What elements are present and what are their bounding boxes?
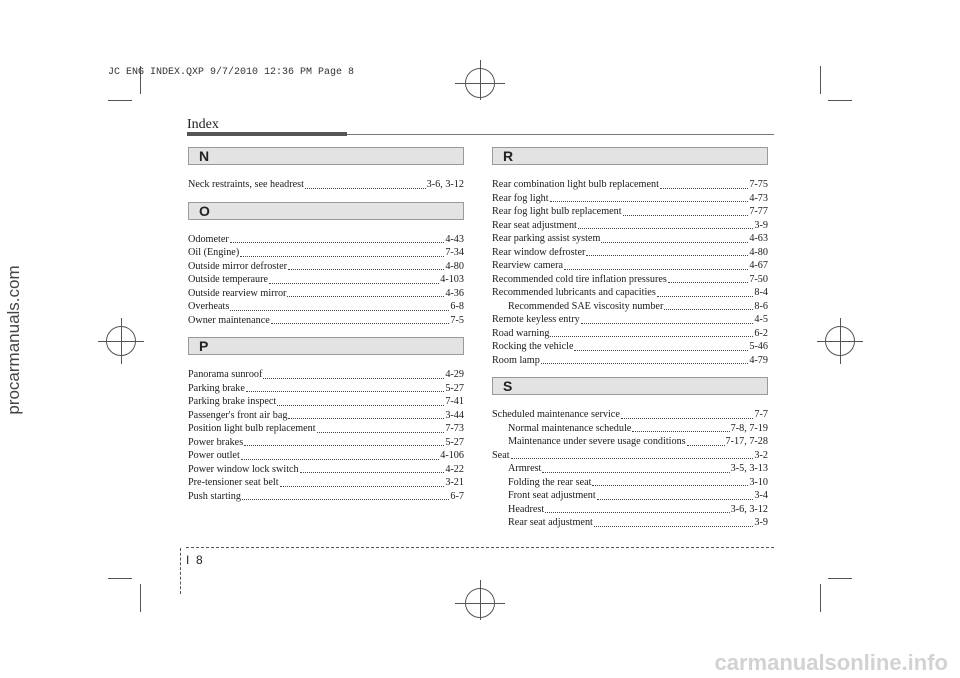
index-entry [188, 476, 464, 490]
entry-label: Rear seat adjustment [508, 517, 593, 528]
entry-page: 4-103 [440, 274, 464, 285]
index-entry [188, 368, 464, 382]
index-entry [492, 354, 768, 368]
entry-list [492, 408, 768, 530]
entry-label: Rearview camera [492, 260, 563, 271]
page-number-value: 8 [196, 553, 203, 567]
index-entry [188, 409, 464, 423]
entry-page: 7-75 [749, 179, 768, 190]
dot-leader [586, 254, 748, 256]
entry-label: Rear parking assist system [492, 233, 601, 244]
dot-leader [541, 362, 748, 364]
section-header-n: N [188, 147, 464, 165]
entry-page: 3-4 [754, 490, 768, 501]
section-header-r: R [492, 147, 768, 165]
index-entry [492, 286, 768, 300]
entry-page: 4-29 [445, 369, 464, 380]
entry-page: 4-5 [754, 314, 768, 325]
dot-leader [246, 390, 444, 392]
entry-page: 8-4 [754, 287, 768, 298]
index-entry [188, 233, 464, 247]
entry-label: Rear window defroster [492, 246, 586, 258]
entry-label: Power outlet [188, 450, 240, 461]
index-entry [492, 219, 768, 233]
entry-page: 3-21 [445, 477, 464, 488]
entry-page: 6-2 [754, 327, 768, 339]
dot-leader [545, 511, 729, 513]
entry-label: Remote keyless entry [492, 314, 580, 325]
dot-leader [660, 187, 748, 189]
index-entry [492, 313, 768, 327]
dot-leader [317, 431, 445, 433]
dot-leader [230, 309, 449, 311]
index-entry [492, 273, 768, 287]
entry-page: 5-46 [749, 341, 768, 352]
section-header-s: S [492, 377, 768, 395]
dot-leader [578, 227, 754, 229]
entry-label: Oil (Engine) [188, 247, 240, 258]
index-entry [188, 246, 464, 260]
index-entry [188, 178, 464, 192]
dot-leader [287, 295, 444, 297]
dot-leader [668, 281, 748, 283]
entry-page: 3-6, 3-12 [426, 179, 464, 190]
index-entry [188, 490, 464, 504]
entry-page: 7-41 [445, 396, 464, 407]
entry-label: Recommended SAE viscosity number [508, 300, 664, 312]
dot-leader [601, 241, 748, 243]
entry-label: Rear fog light bulb replacement [492, 206, 622, 217]
entry-list [492, 178, 768, 367]
dot-leader [511, 457, 754, 459]
dot-leader [269, 282, 439, 284]
index-entry [492, 408, 768, 422]
entry-page: 4-67 [749, 260, 768, 271]
index-entry [492, 192, 768, 206]
index-entry [188, 422, 464, 436]
entry-list [188, 178, 464, 192]
entry-page: 4-106 [440, 450, 464, 461]
index-entry [492, 232, 768, 246]
entry-list [188, 368, 464, 503]
index-entry [492, 462, 768, 476]
page-title: Index [187, 117, 219, 132]
entry-page: 3-9 [754, 517, 768, 528]
dot-leader [574, 349, 748, 351]
entry-label: Rear seat adjustment [492, 219, 577, 231]
entry-label: Folding the rear seat [508, 476, 592, 488]
dot-leader [597, 498, 754, 500]
index-entry [492, 449, 768, 463]
section-header-o: O [188, 202, 464, 220]
entry-page: 4-36 [445, 287, 464, 299]
entry-page: 7-17, 7-28 [725, 436, 768, 447]
entry-page: 8-6 [754, 300, 768, 312]
entry-label: Normal maintenance schedule [508, 422, 632, 434]
entry-page: 3-44 [445, 409, 464, 421]
dot-leader [305, 187, 426, 189]
entry-page: 7-77 [749, 206, 768, 217]
entry-label: Owner maintenance [188, 314, 270, 326]
entry-page: 3-6, 3-12 [730, 503, 768, 515]
index-entry [492, 489, 768, 503]
entry-page: 3-9 [754, 219, 768, 231]
entry-page: 3-5, 3-13 [730, 463, 768, 474]
dot-leader [263, 377, 444, 379]
dot-leader [623, 214, 749, 216]
entry-label: Outside rearview mirror [188, 287, 287, 299]
dot-leader [288, 268, 444, 270]
entry-page: 3-10 [749, 476, 768, 488]
dot-leader [664, 308, 753, 310]
entry-label: Push starting [188, 490, 241, 502]
entry-label: Maintenance under severe usage conditions [508, 436, 686, 447]
footer-rule [186, 547, 774, 548]
index-entry [492, 246, 768, 260]
entry-page: 7-8, 7-19 [730, 422, 768, 434]
dot-leader [240, 255, 444, 257]
index-entry [492, 259, 768, 273]
entry-page: 4-80 [445, 260, 464, 272]
entry-label: Power window lock switch [188, 463, 299, 475]
entry-page: 4-43 [445, 233, 464, 245]
index-column-right [492, 147, 768, 540]
dot-leader [581, 322, 754, 324]
dot-leader [687, 444, 725, 446]
section-header-p: P [188, 337, 464, 355]
entry-label: Recommended lubricants and capacities [492, 287, 656, 298]
dot-leader [230, 241, 445, 243]
index-entry [492, 205, 768, 219]
entry-page: 6-7 [450, 490, 464, 502]
dot-leader [550, 200, 749, 202]
entry-list [188, 233, 464, 328]
index-entry [492, 422, 768, 436]
entry-page: 7-7 [754, 409, 768, 420]
entry-page: 7-50 [749, 273, 768, 285]
entry-label: Recommended cold tire inflation pressures [492, 273, 667, 285]
header-rule-accent [187, 132, 347, 136]
dot-leader [288, 417, 444, 419]
index-entry [492, 516, 768, 530]
section-letter: I [186, 553, 190, 567]
entry-label: Overheats [188, 301, 230, 312]
entry-label: Rear combination light bulb replacement [492, 179, 659, 190]
entry-page: 4-63 [749, 233, 768, 244]
dot-leader [594, 525, 754, 527]
index-entry [188, 463, 464, 477]
entry-page: 5-27 [445, 436, 464, 448]
entry-label: Power brakes [188, 436, 244, 448]
dot-leader [657, 295, 754, 297]
entry-page: 6-8 [450, 301, 464, 312]
entry-page: 4-22 [445, 463, 464, 475]
dot-leader [592, 484, 748, 486]
entry-page: 7-34 [445, 247, 464, 258]
dot-leader [271, 322, 450, 324]
entry-label: Scheduled maintenance service [492, 409, 620, 420]
index-entry [188, 273, 464, 287]
entry-label: Parking brake inspect [188, 396, 277, 407]
index-entry [492, 178, 768, 192]
footer-watermark: carmanualsonline.info [714, 650, 948, 675]
entry-label: Armrest [508, 463, 542, 474]
dot-leader [280, 485, 445, 487]
entry-page: 4-73 [749, 192, 768, 204]
entry-label: Odometer [188, 233, 229, 245]
index-entry [492, 435, 768, 449]
entry-page: 7-5 [450, 314, 464, 326]
footer-separator [180, 548, 182, 594]
index-entry [492, 340, 768, 354]
index-column-left [188, 147, 464, 513]
entry-page: 7-73 [445, 423, 464, 434]
index-entry [188, 314, 464, 328]
dot-leader [564, 268, 748, 270]
entry-label: Passenger's front air bag [188, 409, 288, 421]
index-entry [188, 260, 464, 274]
dot-leader [244, 444, 444, 446]
entry-page: 4-80 [749, 246, 768, 258]
dot-leader [242, 498, 449, 500]
entry-page: 3-2 [754, 449, 768, 461]
index-entry [188, 300, 464, 314]
dot-leader [542, 471, 729, 473]
entry-label: Outside temperaure [188, 274, 269, 285]
index-entry [188, 436, 464, 450]
entry-label: Seat [492, 449, 510, 461]
entry-page: 4-79 [749, 354, 768, 366]
index-entry [188, 449, 464, 463]
entry-label: Rocking the vehicle [492, 341, 574, 352]
index-entry [188, 382, 464, 396]
index-entry [492, 327, 768, 341]
entry-label: Front seat adjustment [508, 490, 596, 501]
page-number [186, 553, 203, 567]
entry-label: Pre-tensioner seat belt [188, 477, 279, 488]
entry-label: Parking brake [188, 382, 245, 394]
dot-leader [632, 430, 729, 432]
entry-label: Neck restraints, see headrest [188, 179, 304, 190]
entry-label: Headrest [508, 503, 545, 515]
dot-leader [241, 458, 439, 460]
index-entry [188, 395, 464, 409]
entry-label: Rear fog light [492, 192, 549, 204]
entry-label: Road warning [492, 327, 550, 339]
dot-leader [550, 335, 753, 337]
entry-label: Outside mirror defroster [188, 260, 288, 272]
dot-leader [300, 471, 445, 473]
entry-label: Position light bulb replacement [188, 423, 316, 434]
entry-page: 5-27 [445, 382, 464, 394]
print-slug: JC ENG INDEX.QXP 9/7/2010 12:36 PM Page 8 [108, 67, 355, 78]
dot-leader [277, 404, 444, 406]
index-entry [492, 476, 768, 490]
entry-label: Room lamp [492, 354, 540, 366]
index-entry [492, 300, 768, 314]
entry-label: Panorama sunroof [188, 369, 263, 380]
dot-leader [621, 417, 754, 419]
index-entry [492, 503, 768, 517]
side-watermark: procarmanuals.com [4, 265, 23, 415]
index-entry [188, 287, 464, 301]
